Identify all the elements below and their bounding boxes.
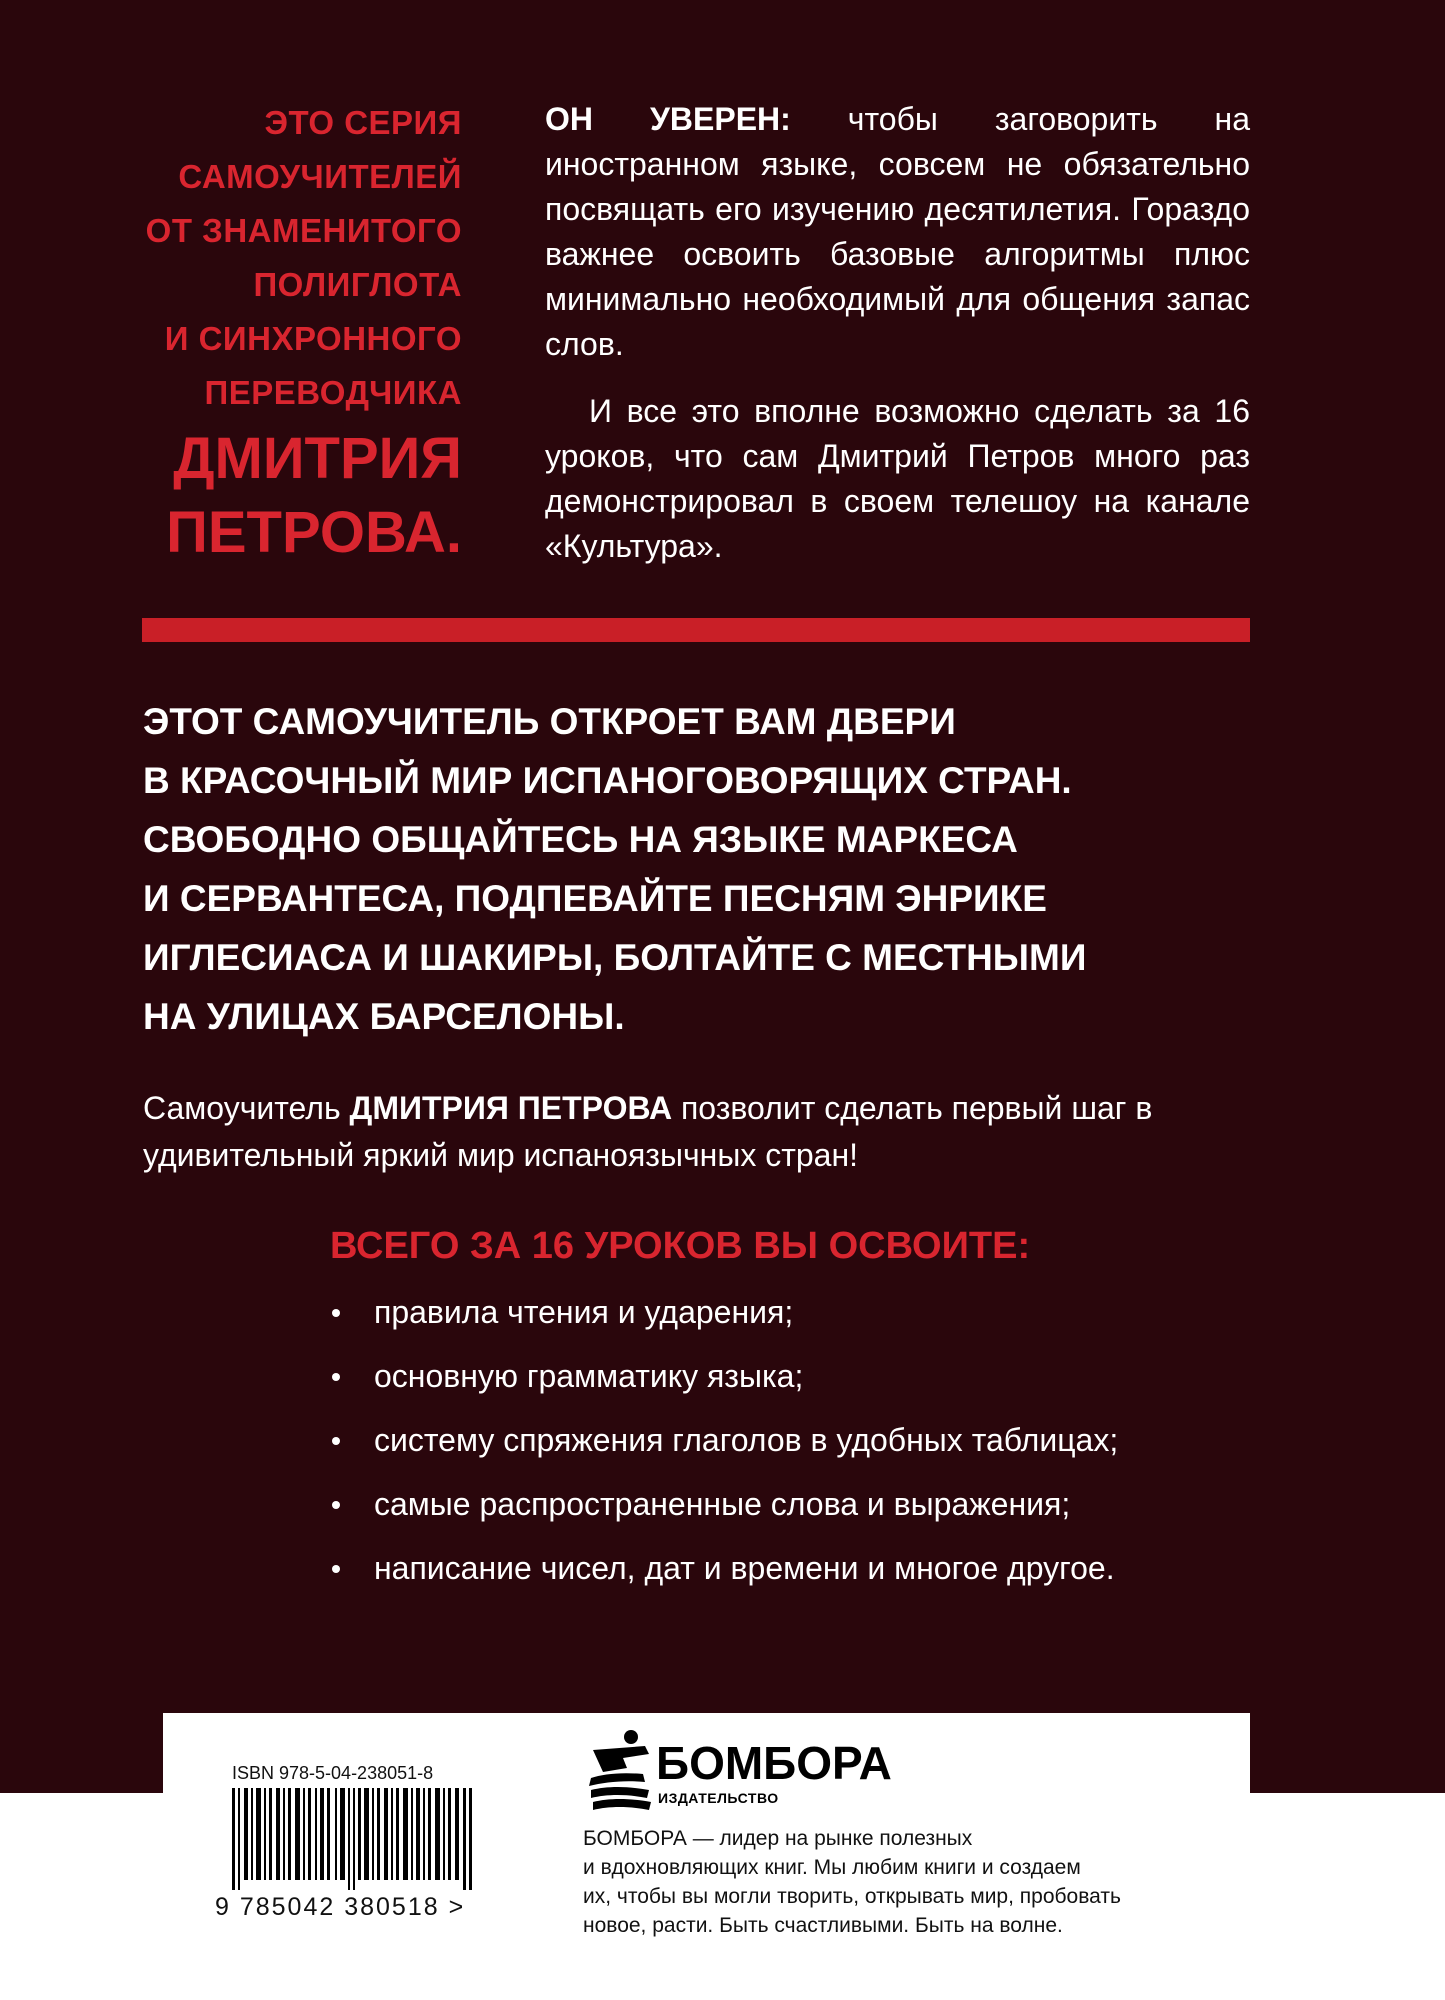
about-line: новое, расти. Быть счастливыми. Быть на волне. <box>583 1914 1063 1937</box>
author-name-line: ПЕТРОВА. <box>166 500 462 565</box>
intro-p1-text: чтобы заговорить на иностранном языке, совсем не обязательно посвящать его изучению десятилетия. Гораздо важнее освоить базовые алгоритмы плюс минимально необходимый для общения запас слов. <box>545 101 1251 362</box>
series-line: ЭТО СЕРИЯ <box>264 104 462 141</box>
promo-line: НА УЛИЦАХ БАРСЕЛОНЫ. <box>143 996 625 1037</box>
list-item <box>330 1544 1280 1608</box>
series-line: ПЕРЕВОДЧИКА <box>204 374 462 411</box>
lessons-list <box>330 1288 1280 1608</box>
promo-line: В КРАСОЧНЫЙ МИР ИСПАНОГОВОРЯЩИХ СТРАН. <box>143 760 1072 801</box>
bullet-icon <box>332 1565 340 1573</box>
promo-text <box>143 692 1263 1046</box>
publisher-logo-icon <box>583 1728 658 1816</box>
list-item-text: самые распространенные слова и выражения; <box>374 1486 1071 1522</box>
promo-line: ИГЛЕСИАСА И ШАКИРЫ, БОЛТАЙТЕ С МЕСТНЫМИ <box>143 937 1087 978</box>
list-item-text: основную грамматику языка; <box>374 1358 804 1394</box>
intro-lead: ОН УВЕРЕН: <box>545 101 791 137</box>
list-item <box>330 1352 1280 1416</box>
isbn-label: ISBN 978-5-04-238051-8 <box>232 1763 434 1783</box>
publisher-name: БОМБОРА <box>656 1737 892 1789</box>
bullet-icon <box>332 1437 340 1445</box>
red-divider <box>142 618 1250 642</box>
desc-before: Самоучитель <box>143 1090 350 1126</box>
intro-text <box>545 97 1250 569</box>
desc-author: ДМИТРИЯ ПЕТРОВА <box>349 1090 673 1126</box>
promo-line: СВОБОДНО ОБЩАЙТЕСЬ НА ЯЗЫКЕ МАРКЕСА <box>143 819 1018 860</box>
barcode-icon <box>232 1788 472 1890</box>
intro-paragraph-1 <box>545 97 1250 367</box>
publisher-about <box>583 1824 1223 1940</box>
author-name-line: ДМИТРИЯ <box>173 426 462 491</box>
bullet-icon <box>332 1373 340 1381</box>
series-line: САМОУЧИТЕЛЕЙ <box>178 158 462 195</box>
desc-after: позволит сделать первый шаг в удивительный яркий мир испаноязычных стран! <box>143 1090 1153 1173</box>
list-item-text: систему спряжения глаголов в удобных таблицах; <box>374 1422 1119 1458</box>
intro-paragraph-2: И все это вполне возможно сделать за 16 уроков, что сам Дмитрий Петров много раз демонстрировал в своем телешоу на канале «Культура». <box>545 393 1250 564</box>
publisher-subtitle: ИЗДАТЕЛЬСТВО <box>658 1790 779 1806</box>
about-line: их, чтобы вы могли творить, открывать мир, пробовать <box>583 1885 1121 1908</box>
author-name <box>100 422 462 570</box>
list-item-text: правила чтения и ударения; <box>374 1294 794 1330</box>
list-item <box>330 1416 1280 1480</box>
bullet-icon <box>332 1309 340 1317</box>
series-lines <box>100 96 462 420</box>
bullet-icon <box>332 1501 340 1509</box>
about-line: БОМБОРА — лидер на рынке полезных <box>583 1827 973 1850</box>
barcode-digits: 9 785042 380518 > <box>215 1893 466 1921</box>
list-item-text: написание чисел, дат и времени и многое другое. <box>374 1550 1115 1586</box>
series-line: ОТ ЗНАМЕНИТОГО <box>145 212 462 249</box>
description <box>143 1085 1253 1179</box>
about-line: и вдохновляющих книг. Мы любим книги и создаем <box>583 1856 1081 1879</box>
lessons-title: ВСЕГО ЗА 16 УРОКОВ ВЫ ОСВОИТЕ: <box>330 1225 1031 1267</box>
promo-line: ЭТОТ САМОУЧИТЕЛЬ ОТКРОЕТ ВАМ ДВЕРИ <box>143 701 956 742</box>
list-item <box>330 1480 1280 1544</box>
series-heading <box>100 96 462 570</box>
list-item <box>330 1288 1280 1352</box>
promo-line: И СЕРВАНТЕСА, ПОДПЕВАЙТЕ ПЕСНЯМ ЭНРИКЕ <box>143 878 1047 919</box>
series-line: ПОЛИГЛОТА <box>253 266 462 303</box>
series-line: И СИНХРОННОГО <box>164 320 462 357</box>
